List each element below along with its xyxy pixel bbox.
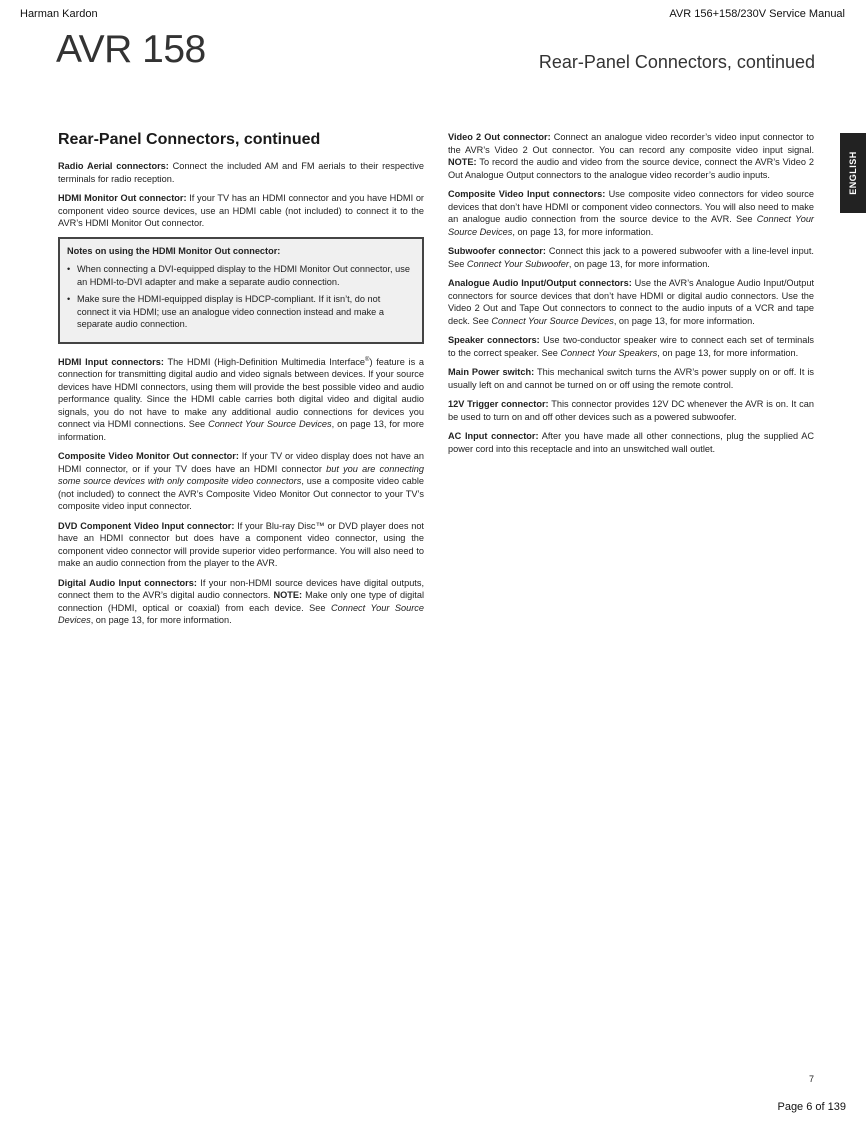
column-title: Rear-Panel Connectors, continued: [58, 131, 321, 148]
reference-tail: , on page 13, for more information.: [90, 615, 232, 626]
main-power-text: This mechanical switch turns the AVR’s power supply on or off. It is usually left on and cannot be turned on or off using the remote control.: [448, 367, 814, 390]
reference-tail: , on page 13, for more information.: [512, 226, 654, 237]
video2-out-paragraph: [448, 131, 814, 181]
language-tab-label: ENGLISH: [848, 151, 859, 195]
section-header: Rear-Panel Connectors, continued: [538, 52, 815, 72]
composite-monitor-text: If your TV or video display does not have an HDMI connector, or if your TV does have an HDMI connector: [58, 451, 425, 474]
hdmi-input-text: The HDMI (High-Definition Multimedia Interface: [167, 356, 366, 367]
page-number: 7: [808, 1074, 814, 1084]
trigger-paragraph: [448, 398, 814, 423]
cross-reference-link[interactable]: Connect Your Subwoofer: [466, 258, 569, 269]
subwoofer-label: Subwoofer connector:: [448, 246, 546, 256]
cross-reference-link[interactable]: Connect Your Speakers: [560, 347, 658, 358]
right-column: [448, 131, 814, 462]
analogue-audio-paragraph: [448, 277, 814, 327]
analogue-audio-label: Analogue Audio Input/Output connectors:: [448, 278, 632, 288]
main-power-label: Main Power switch:: [448, 367, 535, 377]
notes-title: Notes on using the HDMI Monitor Out connector:: [67, 245, 281, 256]
hdmi-monitor-label: HDMI Monitor Out connector:: [58, 193, 187, 203]
left-column: [58, 130, 424, 634]
subwoofer-paragraph: [448, 245, 814, 270]
speaker-label: Speaker connectors:: [448, 335, 540, 345]
dvd-component-label: DVD Component Video Input connector:: [58, 520, 235, 531]
digital-audio-text-cont: Make only one type of digital connection (HDMI, optical or coaxial) from each device. See: [58, 590, 424, 613]
digital-audio-text: If your non-HDMI source devices have digital outputs, connect them to the AVR’s digital audio connectors.: [58, 577, 424, 601]
note-label: NOTE:: [273, 590, 303, 601]
reference-tail: , on page 13, for more information.: [657, 347, 799, 358]
main-power-paragraph: [448, 366, 814, 391]
registered-mark: ®: [365, 356, 370, 363]
composite-monitor-label: Composite Video Monitor Out connector:: [58, 451, 239, 462]
hdmi-input-paragraph: [58, 354, 424, 444]
composite-input-text: Use composite video connectors for video source devices that don’t have HDMI or component video connectors. You will also need to make an analogue audio connection from the source device to the AVR. See: [448, 189, 814, 224]
reference-tail: , on page 13, for more information.: [568, 258, 710, 269]
model-title: AVR 158: [56, 28, 206, 71]
reference-tail: , on page 13, for more information.: [58, 419, 424, 442]
video2-out-text: Connect an analogue video recorder’s video input connector to the AVR’s Video 2 Out connector. You can record any composite video input signal.: [448, 132, 814, 155]
analogue-audio-text: Use the AVR’s Analogue Audio Input/Output connectors for source devices that don’t have HDMI or digital audio connectors. Use the Video 2 Out and Tape Out connectors to connect to the audio inputs of a VCR and tape deck. See: [448, 278, 815, 326]
cross-reference-link[interactable]: Connect Your Source Devices: [208, 419, 332, 430]
composite-input-label: Composite Video Input connectors:: [448, 189, 606, 199]
composite-monitor-paragraph: [58, 450, 424, 513]
cross-reference-link[interactable]: Connect Your Source Devices: [448, 214, 814, 237]
composite-monitor-text-cont: , use a composite video cable (not included) to connect the AVR’s Composite Video Monitor Out connector to your TV’s composite video input connector.: [58, 476, 424, 512]
hdmi-notes-box: [58, 237, 424, 344]
speaker-paragraph: [448, 334, 814, 359]
cross-reference-link[interactable]: Connect Your Source Devices: [491, 315, 614, 326]
video2-out-label: Video 2 Out connector:: [448, 132, 551, 142]
page-of-indicator: Page 6 of 139: [777, 1101, 846, 1113]
trigger-text: This connector provides 12V DC whenever the AVR is on. It can be used to turn on and off other devices such as a powered subwoofer.: [448, 399, 814, 422]
digital-audio-paragraph: [58, 577, 424, 627]
ac-input-paragraph: [448, 430, 814, 455]
note-item: • When connecting a DVI-equipped display to the HDMI Monitor Out connector, use an HDMI-to-DVI adapter and make a separate audio connection.: [67, 263, 415, 288]
reference-tail: , on page 13, for more information.: [613, 315, 755, 326]
language-tab: [840, 133, 866, 213]
ac-input-label: AC Input connector:: [448, 431, 539, 441]
dvd-component-paragraph: [58, 520, 424, 570]
radio-aerial-label: Radio Aerial connectors:: [58, 161, 169, 171]
header-manual-title: AVR 156+158/230V Service Manual: [669, 8, 845, 20]
note-item: • Make sure the HDMI-equipped display is HDCP-compliant. If it isn’t, do not connect it via HDMI; use an analogue video connection instead and make a separate audio connection.: [67, 293, 415, 331]
composite-input-paragraph: [448, 188, 814, 238]
radio-aerial-paragraph: [58, 160, 424, 185]
hdmi-input-label: HDMI Input connectors:: [58, 356, 164, 367]
trigger-label: 12V Trigger connector:: [448, 399, 549, 409]
ac-input-text: After you have made all other connections, plug the supplied AC power cord into this receptacle and into an unswitched wall outlet.: [448, 431, 815, 454]
radio-aerial-text: Connect the included AM and FM aerials to their respective terminals for radio reception.: [58, 161, 424, 184]
video2-out-text-cont: To record the audio and video from the source device, connect the AVR’s Video 2 Out Analogue Output connectors to the analogue video recorder’s audio inputs.: [448, 157, 814, 180]
speaker-text: Use two-conductor speaker wire to connect each set of terminals to the correct speaker. See: [448, 335, 815, 358]
note-label: NOTE:: [448, 157, 477, 167]
composite-monitor-emphasis: but you are connecting some source devices with only composite video connectors: [58, 463, 424, 487]
hdmi-input-text-cont: ) feature is a connection for transmitting digital audio and video signals between devices. If your source devices have HDMI connectors, using them will provide the best possible video and audio performance quality. Since the HDMI cable carries both digital video and digital audio signals, you do not have to make any additional audio connections for devices you connect via HDMI connections. See: [58, 356, 424, 430]
hdmi-monitor-paragraph: [58, 192, 424, 230]
cross-reference-link[interactable]: Connect Your Source Devices: [58, 602, 425, 626]
header-brand: Harman Kardon: [20, 8, 98, 20]
digital-audio-label: Digital Audio Input connectors:: [58, 577, 197, 588]
subwoofer-text: Connect this jack to a powered subwoofer with a line-level input. See: [448, 246, 814, 269]
dvd-component-text: If your Blu-ray Disc™ or DVD player does not have an HDMI connector but does have a component video connector, using the component video connector will provide superior video performance. You will also need to make an audio connection from the player to the AVR.: [58, 520, 424, 569]
hdmi-monitor-text: If your TV has an HDMI connector and you have HDMI or component video source devices, use an HDMI cable (not included) to connect it to the AVR’s HDMI Monitor Out connector.: [58, 193, 424, 228]
